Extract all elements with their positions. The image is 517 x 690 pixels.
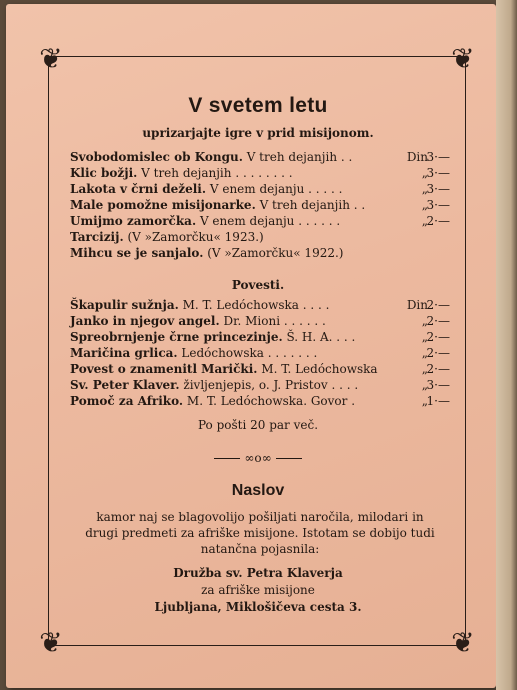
item-price: 2·— (426, 214, 450, 228)
address-line: Ljubljana, Miklošičeva cesta 3. (154, 600, 362, 614)
item-price: 3·— (426, 182, 450, 196)
item-currency: „ (421, 378, 428, 392)
adjacent-page-edge (496, 0, 517, 690)
item-price: 2·— (426, 362, 450, 376)
item-currency: „ (421, 346, 428, 360)
item-price: 3·— (426, 166, 450, 180)
item-title: Maričina grlica. (70, 346, 178, 360)
item-details: M. T. Ledóchowska. Govor . (183, 394, 356, 408)
item-currency: „ (421, 362, 428, 376)
address-intro-line: natančna pojasnila: (200, 542, 320, 556)
address-intro-line: drugi predmeti za afriške misijone. Istotam se dobijo tudi (85, 526, 435, 540)
address-line: za afriške misijone (201, 583, 315, 597)
item-title: Male pomožne misijonarke. (70, 198, 256, 212)
item-currency: „ (421, 314, 428, 328)
stories-heading: Povesti. (231, 278, 285, 292)
item-currency: „ (421, 214, 428, 228)
item-currency: „ (421, 182, 428, 196)
item-price: 1·— (426, 394, 450, 408)
list-item (70, 166, 450, 182)
item-details: V enem dejanju . . . . . (206, 182, 343, 196)
corner-ornament-icon: ❦ (451, 42, 475, 75)
page-subtitle: uprizarjajte igre v prid misijonom. (142, 126, 374, 140)
item-price: 3·— (426, 198, 450, 212)
item-currency: Din (406, 150, 428, 164)
item-title: Povest o znamenitl Marički. (70, 362, 258, 376)
item-price: 2·— (426, 298, 450, 312)
list-item (70, 362, 450, 378)
item-currency: „ (421, 166, 428, 180)
item-currency: „ (421, 394, 428, 408)
item-title: Lakota v črni deželi. (70, 182, 207, 196)
list-item (70, 150, 450, 166)
list-item (70, 346, 450, 362)
postage-note: Po pošti 20 par več. (197, 418, 319, 432)
item-details: V treh dejanjih . . (242, 150, 353, 164)
address-heading: Naslov (231, 482, 285, 499)
ornament-icon: ∞o∞ (244, 451, 272, 465)
list-item (70, 214, 450, 230)
list-item (70, 230, 450, 246)
item-price: 2·— (426, 314, 450, 328)
corner-ornament-icon: ❦ (39, 42, 63, 75)
item-details: Dr. Mioni . . . . . . (219, 314, 326, 328)
item-price: 3·— (426, 150, 450, 164)
list-item (70, 378, 450, 394)
page-title: V svetem letu (188, 94, 328, 117)
item-details: (V »Zamorčku« 1923.) (123, 230, 264, 244)
list-item (70, 314, 450, 330)
list-item (70, 330, 450, 346)
item-title: Spreobrnjenje črne princezinje. (70, 330, 283, 344)
item-price: 2·— (426, 330, 450, 344)
list-item (70, 182, 450, 198)
item-details: življenjepis, o. J. Pristov . . . . (179, 378, 359, 392)
item-currency: „ (421, 330, 428, 344)
list-item (70, 198, 450, 214)
item-details: V treh dejanjih . . . . . . . . (137, 166, 293, 180)
item-title: Klic božji. (70, 166, 138, 180)
item-title: Sv. Peter Klaver. (70, 378, 180, 392)
item-title: Mihcu se je sanjalo. (70, 246, 204, 260)
item-details: Š. H. A. . . . (282, 330, 356, 344)
item-details: (V »Zamorčku« 1922.) (203, 246, 344, 260)
item-details: M. T. Ledóchowska (257, 362, 378, 376)
item-title: Škapulir sužnja. (70, 298, 179, 312)
item-currency: Din (406, 298, 428, 312)
list-item (70, 298, 450, 314)
item-title: Svobodomislec ob Kongu. (70, 150, 243, 164)
corner-ornament-icon: ❦ (451, 626, 475, 659)
list-item (70, 394, 450, 410)
item-details: V enem dejanju . . . . . . (196, 214, 341, 228)
corner-ornament-icon: ❦ (39, 626, 63, 659)
item-title: Pomoč za Afriko. (70, 394, 184, 408)
item-price: 2·— (426, 346, 450, 360)
item-details: Ledóchowska . . . . . . . (177, 346, 318, 360)
item-currency: „ (421, 198, 428, 212)
item-price: 3·— (426, 378, 450, 392)
item-details: V treh dejanjih . . (255, 198, 366, 212)
item-title: Tarcizij. (70, 230, 124, 244)
address-line: Družba sv. Petra Klaverja (173, 566, 343, 580)
item-title: Umijmo zamorčka. (70, 214, 197, 228)
address-intro-line: kamor naj se blagovolijo pošiljati naročila, milodari in (96, 510, 424, 524)
item-title: Janko in njegov angel. (70, 314, 220, 328)
item-details: M. T. Ledóchowska . . . . (178, 298, 330, 312)
divider-ornament (48, 451, 468, 465)
list-item (70, 246, 450, 262)
